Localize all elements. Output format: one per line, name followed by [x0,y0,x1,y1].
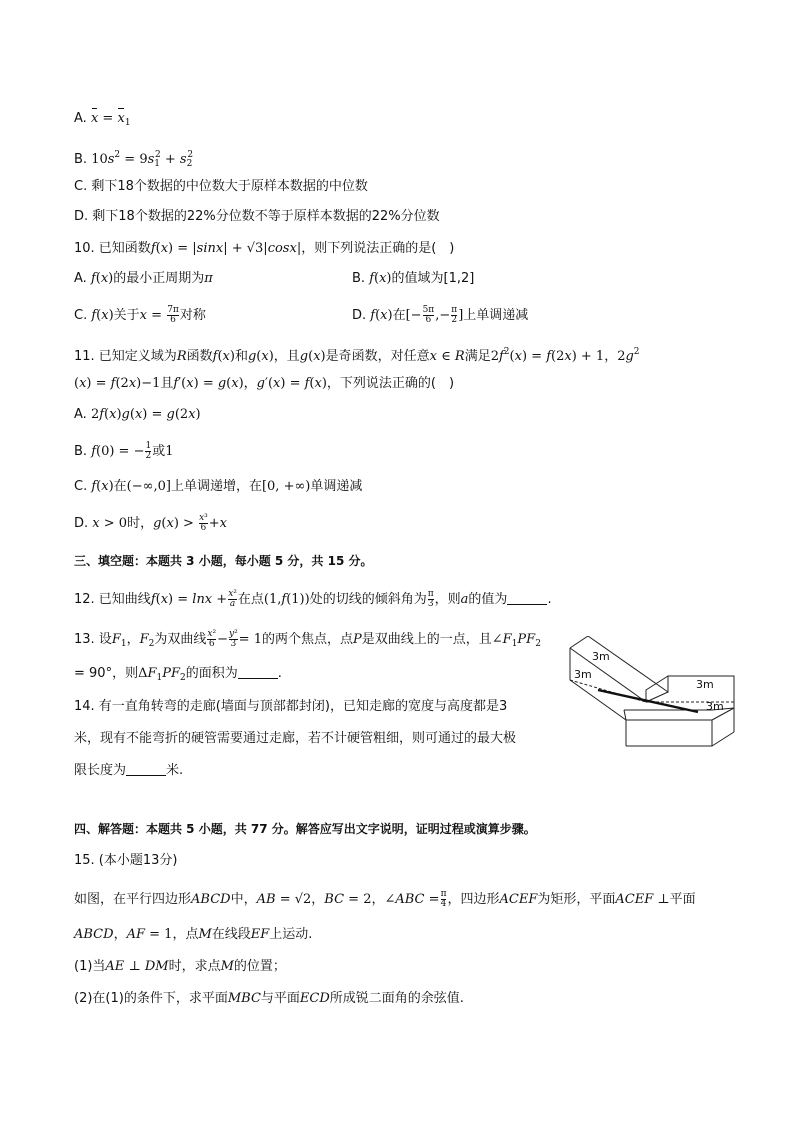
q9-option-c: C. 剩下18个数据的中位数大于原样本数据的中位数 [74,179,368,194]
q12-answer-blank [507,592,547,605]
q12-text: 12. 已知曲线f(x) = lnx + $\frac{\text{x²}}{a}$ 在点(1,f(1))处的切线的倾斜角为 $\frac{\pi}{3}$ ，则a的值为 . [74,589,552,609]
fig-label-1: 3m [592,650,610,663]
corridor-figure [568,636,748,748]
q11-stem-line1: 11. 已知定义域为R函数f(x)和g(x)，且g(x)是奇函数，对任意x ∈ R满足$2f^2(x) = f(2x) + 1$，$2g^2$ [74,347,640,364]
q11-stem-line2: (x) = f(2x)−1且f′(x) = g(x)，g′(x) = f(x)，下列说法正确的( ) [74,376,455,391]
q15-line2: ABCD，AF = 1，点M在线段EF上运动. [74,927,313,942]
q10-option-b: B. f(x)的值域为[1,2] [352,271,475,286]
q9-option-d: D. 剩下18个数据的22%分位数不等于原样本数据的22%分位数 [74,209,440,224]
q15-header: 15. (本小题13分) [74,853,178,868]
q11-option-d: D. x > 0时，g(x) > $\frac{\text{x³}}{6}$ +x [74,513,228,533]
q9-option-a: A. $x = x_1$ [74,111,131,128]
q11-option-c: C. f(x)在(−∞,0]上单调递增，在[0, +∞)单调递减 [74,479,363,494]
q13-line1: 13. 设$F_1$，$F_2$为双曲线 $\frac{\text{x²}}{6}$ − $\frac{\text{y²}}{3}$ = 1的两个焦点，点P是双曲线上的一点，且$\angle F_1PF_2$ [74,629,541,649]
fig-label-4: 3m [706,700,724,713]
q11-option-a: A. 2f(x)g(x) = g(2x) [74,407,201,422]
q9-option-b: B. $10s^2 = 9s_1^2 + s_2^2$ [74,150,194,169]
q13-answer-blank [238,666,278,679]
q15-line1: 如图，在平行四边形ABCD中，AB = √2，BC = 2，∠ABC = $\frac{\pi}{4}$ ，四边形ACEF为矩形，平面ACEF ⊥平面 [74,889,696,909]
q10-stem: 10. 已知函数f(x) = |sinx| + √3|cosx|，则下列说法正确的是( ) [74,241,455,256]
q14-line3: 限长度为 米. [74,763,184,778]
q10-option-a: A. f(x)的最小正周期为π [74,271,213,286]
q10-option-c: C. f(x)关于x = $\frac{7\pi}{6}$ 对称 [74,305,206,325]
section4-title: 四、解答题：本题共 5 小题，共 77 分。解答应写出文字说明，证明过程或演算步骤。 [74,822,536,836]
q13-line2: = 90°，则$\Delta F_1PF_2$的面积为 . [74,666,282,683]
fig-label-3: 3m [696,678,714,691]
q14-line1: 14. 有一直角转弯的走廊(墙面与顶部都封闭)，已知走廊的宽度与高度都是3 [74,699,508,714]
q15-part2: (2)在(1)的条件下，求平面MBC与平面ECD所成锐二面角的余弦值. [74,991,464,1006]
q14-line2: 米，现有不能弯折的硬管需要通过走廊，若不计硬管粗细，则可通过的最大极 [74,731,517,746]
q14-answer-blank [126,763,166,776]
q15-part1: (1)当AE ⊥ DM时，求点M的位置； [74,959,286,974]
q11-option-b: B. f(0) = − $\frac{1}{2}$ 或1 [74,441,174,461]
q10-option-d: D. f(x)在[− $\frac{5\pi}{6}$ ,− $\frac{\pi}{2}$ ]上单调递减 [352,305,529,325]
pipe-line [598,690,698,712]
section3-title: 三、填空题：本题共 3 小题，每小题 5 分，共 15 分。 [74,554,373,568]
fig-label-2: 3m [574,668,592,681]
